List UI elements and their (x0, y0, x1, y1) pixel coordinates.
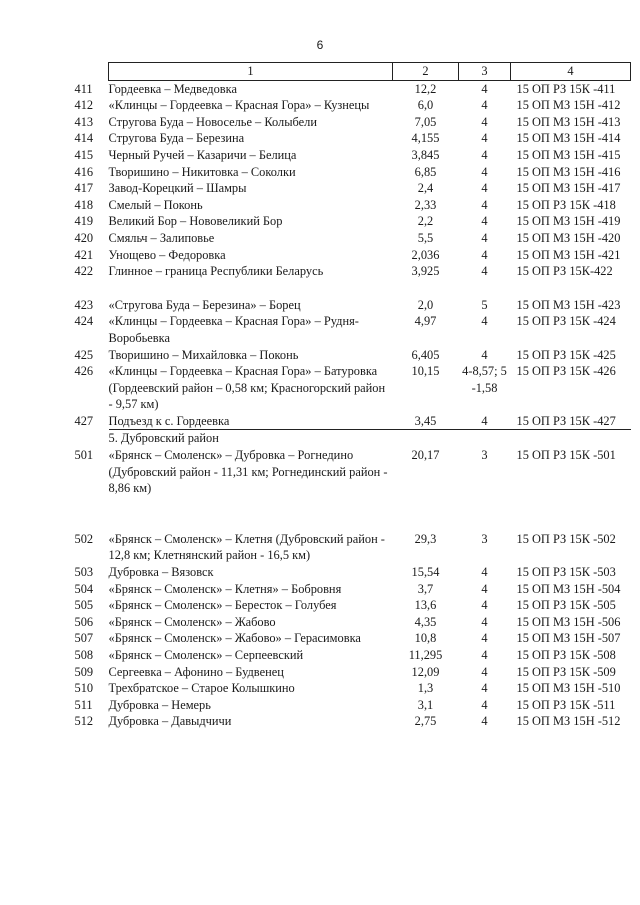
row-number: 426 (74, 364, 94, 379)
road-name: «Клинцы – Гордеевка – Красная Гора» – Кузнецы (108, 98, 370, 113)
road-length: 4,97 (414, 314, 437, 329)
road-length: 10,15 (411, 364, 440, 379)
road-name: Стругова Буда – Березина (108, 131, 245, 146)
road-category: 4 (481, 181, 488, 196)
road-id-code: 15 ОП РЗ 15К -425 (516, 347, 616, 362)
row-number: 418 (74, 197, 94, 212)
road-category: 4 (481, 314, 488, 329)
road-id-code (511, 430, 631, 447)
table-row (109, 80, 631, 97)
road-category: 4 (481, 598, 488, 613)
row-spacer (109, 497, 631, 531)
row-number: 422 (74, 264, 94, 279)
table-row (109, 130, 631, 147)
road-id-code: 15 ОП РЗ 15К -501 (516, 448, 616, 463)
table-row (109, 363, 631, 413)
road-length: 4,35 (414, 614, 437, 629)
road-id-code: 15 ОП МЗ 15Н -512 (516, 714, 621, 729)
road-category (459, 430, 511, 447)
road-category: 4 (481, 147, 488, 162)
road-id-code: 15 ОП РЗ 15К -424 (516, 314, 616, 329)
roads-table-container (74, 62, 630, 730)
table-row (109, 164, 631, 181)
road-length: 2,4 (417, 181, 434, 196)
road-category: 3 (481, 448, 488, 463)
road-name: Трехбратское – Старое Колышкино (108, 681, 295, 696)
road-category: 4 (481, 697, 488, 712)
table-row (109, 247, 631, 264)
road-length: 6,85 (414, 164, 437, 179)
road-id-code: 15 ОП РЗ 15К -505 (516, 598, 616, 613)
header-col-3: 3 (459, 63, 511, 81)
road-id-code: 15 ОП МЗ 15Н -412 (516, 98, 621, 113)
road-category: 4 (481, 164, 488, 179)
table-header-row (109, 63, 631, 81)
road-name: «Брянск – Смоленск» – Клетня» – Бобровня (108, 581, 342, 596)
table-row (109, 347, 631, 364)
road-length: 2,33 (414, 197, 437, 212)
row-number: 508 (74, 648, 94, 662)
road-id-code: 15 ОП РЗ 15К -508 (516, 648, 616, 662)
road-name: «Брянск – Смоленск» – Жабово (108, 614, 276, 629)
table-row (109, 180, 631, 197)
row-number: 416 (74, 164, 94, 179)
table-row (109, 447, 631, 497)
row-number: 424 (74, 314, 94, 329)
table-row (109, 197, 631, 214)
road-id-code: 15 ОП РЗ 15К -411 (516, 81, 616, 96)
row-number: 501 (74, 448, 94, 463)
road-category: 4 (481, 681, 488, 696)
district-heading: 5. Дубровский район (108, 431, 219, 446)
row-number: 412 (74, 98, 94, 113)
road-category: 4-8,57; 5 -1,58 (462, 364, 507, 395)
road-name: Смелый – Поконь (108, 197, 203, 212)
row-number: 421 (74, 247, 94, 262)
row-number: 511 (74, 697, 93, 712)
road-name: Дубровка – Немерь (108, 697, 211, 712)
road-id-code: 15 ОП МЗ 15Н -419 (516, 214, 621, 229)
road-category: 4 (481, 230, 488, 245)
road-category: 4 (481, 114, 488, 129)
table-row (109, 713, 631, 730)
road-length: 2,2 (417, 214, 434, 229)
table-row (109, 213, 631, 230)
road-category: 4 (481, 347, 488, 362)
table-row (109, 114, 631, 131)
road-length: 13,6 (414, 598, 437, 613)
row-number: 505 (74, 598, 94, 613)
road-name: Завод-Корецкий – Шамры (108, 181, 247, 196)
road-name: «Брянск – Смоленск» – Серпеевский (108, 648, 304, 662)
road-category: 4 (481, 214, 488, 229)
road-name: Смяльч – Залиповье (108, 230, 215, 245)
table-body (74, 80, 631, 730)
road-length: 3,1 (417, 697, 434, 712)
road-name: Подъезд к с. Гордеевка (108, 413, 230, 428)
road-length: 3,845 (411, 147, 440, 162)
road-id-code: 15 ОП МЗ 15Н -417 (516, 181, 621, 196)
road-id-code: 15 ОП РЗ 15К -502 (516, 531, 616, 546)
table-row (109, 614, 631, 631)
road-id-code: 15 ОП МЗ 15Н -414 (516, 131, 621, 146)
road-id-code: 15 ОП РЗ 15К-422 (516, 264, 613, 279)
row-number: 512 (74, 714, 94, 729)
row-number: 420 (74, 230, 94, 245)
road-category: 4 (481, 714, 488, 729)
road-name: Унощево – Федоровка (108, 247, 226, 262)
road-length: 3,925 (411, 264, 440, 279)
road-name: Стругова Буда – Новоселье – Колыбели (108, 114, 317, 129)
table-row (109, 597, 631, 614)
road-name: «Брянск – Смоленск» – Клетня (Дубровский район - 12,8 км; Клетнянский район - 16,5 км) (108, 531, 385, 563)
road-length: 5,5 (417, 230, 434, 245)
road-category: 3 (481, 531, 488, 546)
road-id-code: 15 ОП МЗ 15Н -506 (516, 614, 621, 629)
road-length: 11,295 (408, 648, 443, 662)
road-length: 12,2 (414, 81, 437, 96)
road-length: 2,036 (411, 247, 440, 262)
road-id-code: 15 ОП РЗ 15К -418 (516, 197, 616, 212)
road-category: 4 (481, 264, 488, 279)
page-number: 6 (316, 38, 324, 52)
row-number: 510 (74, 681, 94, 696)
row-number: 414 (74, 131, 94, 146)
road-category: 4 (481, 197, 488, 212)
road-id-code: 15 ОП МЗ 15Н -420 (516, 230, 621, 245)
road-length: 2,0 (417, 297, 434, 312)
road-length: 3,45 (393, 413, 459, 430)
table-row (109, 647, 631, 664)
road-category: 4 (481, 247, 488, 262)
header-col-4: 4 (511, 63, 631, 81)
road-length: 12,09 (411, 664, 440, 679)
road-name: «Брянск – Смоленск» – Бересток – Голубея (108, 598, 337, 613)
table-row (109, 230, 631, 247)
road-id-code: 15 ОП МЗ 15Н -507 (516, 631, 621, 646)
road-id-code: 15 ОП МЗ 15Н -421 (516, 247, 621, 262)
table-row (109, 664, 631, 681)
row-number: 502 (74, 531, 94, 546)
road-category: 4 (481, 565, 488, 580)
row-number: 425 (74, 347, 94, 362)
road-id-code: 15 ОП РЗ 15К -511 (516, 697, 616, 712)
table-row (109, 564, 631, 581)
row-spacer (109, 280, 631, 297)
row-number: 413 (74, 114, 94, 129)
header-col-2: 2 (393, 63, 459, 81)
road-id-code: 15 ОП РЗ 15К -509 (516, 664, 616, 679)
header-col-1: 1 (109, 63, 393, 81)
row-number: 419 (74, 214, 94, 229)
road-name: «Клинцы – Гордеевка – Красная Гора» – Батуровка (Гордеевский район – 0,58 км; Красногорский район - 9,57 км) (108, 364, 386, 412)
road-category: 4 (481, 631, 488, 646)
table-row (109, 147, 631, 164)
row-number: 417 (74, 181, 94, 196)
row-number: 423 (74, 297, 94, 312)
road-category: 4 (481, 98, 488, 113)
road-category: 5 (481, 297, 488, 312)
table-row (109, 630, 631, 647)
table-row (109, 697, 631, 714)
road-category: 4 (481, 664, 488, 679)
road-id-code: 15 ОП РЗ 15К -426 (516, 364, 616, 379)
road-name: Дубровка – Вязовск (108, 565, 214, 580)
road-id-code: 15 ОП МЗ 15Н -423 (516, 297, 621, 312)
road-id-code: 15 ОП МЗ 15Н -416 (516, 164, 621, 179)
road-length: 3,7 (417, 581, 434, 596)
row-number: 415 (74, 147, 94, 162)
table-row (109, 97, 631, 114)
row-number: 506 (74, 614, 94, 629)
road-length: 4,155 (411, 131, 440, 146)
road-name: «Клинцы – Гордеевка – Красная Гора» – Рудня-Воробьевка (108, 314, 359, 345)
road-name: Творишино – Михайловка – Поконь (108, 347, 299, 362)
row-number: 507 (74, 631, 94, 646)
road-id-code: 15 ОП РЗ 15К -427 (511, 413, 631, 430)
road-name: «Брянск – Смоленск» – Жабово» – Герасимовка (108, 631, 361, 646)
road-category: 4 (481, 648, 488, 662)
road-id-code: 15 ОП РЗ 15К -503 (516, 565, 616, 580)
row-number: 503 (74, 565, 94, 580)
table-row (109, 297, 631, 314)
road-length: 29,3 (414, 531, 437, 546)
road-name: Глинное – граница Республики Беларусь (108, 264, 324, 279)
road-id-code: 15 ОП МЗ 15Н -415 (516, 147, 621, 162)
road-name: Сергеевка – Афонино – Будвенец (108, 664, 284, 679)
table-row (109, 313, 631, 346)
row-number: 427 (74, 413, 94, 428)
road-name: Творишино – Никитовка – Соколки (108, 164, 296, 179)
road-name: Гордеевка – Медведовка (108, 81, 237, 96)
road-length: 20,17 (411, 448, 440, 463)
table-row (109, 581, 631, 598)
row-number: 509 (74, 664, 94, 679)
road-length: 1,3 (417, 681, 434, 696)
road-id-code: 15 ОП МЗ 15Н -510 (516, 681, 621, 696)
table-row (109, 531, 631, 564)
road-name: «Стругова Буда – Березина» – Борец (108, 297, 301, 312)
roads-table (74, 62, 631, 730)
table-row (109, 413, 631, 430)
road-name: Черный Ручей – Казаричи – Белица (108, 147, 297, 162)
road-category: 4 (459, 413, 511, 430)
road-length: 6,0 (417, 98, 434, 113)
district-heading-row (109, 430, 631, 447)
road-length: 7,05 (414, 114, 437, 129)
road-length: 10,8 (414, 631, 437, 646)
table-row (109, 263, 631, 280)
row-number: 504 (74, 581, 94, 596)
road-category: 4 (481, 614, 488, 629)
table-row (109, 680, 631, 697)
road-category: 4 (481, 581, 488, 596)
road-name: Великий Бор – Нововеликий Бор (108, 214, 283, 229)
road-category: 4 (481, 81, 488, 96)
road-id-code: 15 ОП МЗ 15Н -413 (516, 114, 621, 129)
road-length: 2,75 (414, 714, 437, 729)
row-number: 411 (74, 81, 93, 96)
road-name: «Брянск – Смоленск» – Дубровка – Рогнедино (Дубровский район - 11,31 км; Рогнединский район - 8,86 км) (108, 448, 388, 496)
road-length (393, 430, 459, 447)
road-category: 4 (481, 131, 488, 146)
road-length: 6,405 (411, 347, 440, 362)
road-id-code: 15 ОП МЗ 15Н -504 (516, 581, 621, 596)
road-name: Дубровка – Давыдчичи (108, 714, 232, 729)
road-length: 15,54 (411, 565, 440, 580)
